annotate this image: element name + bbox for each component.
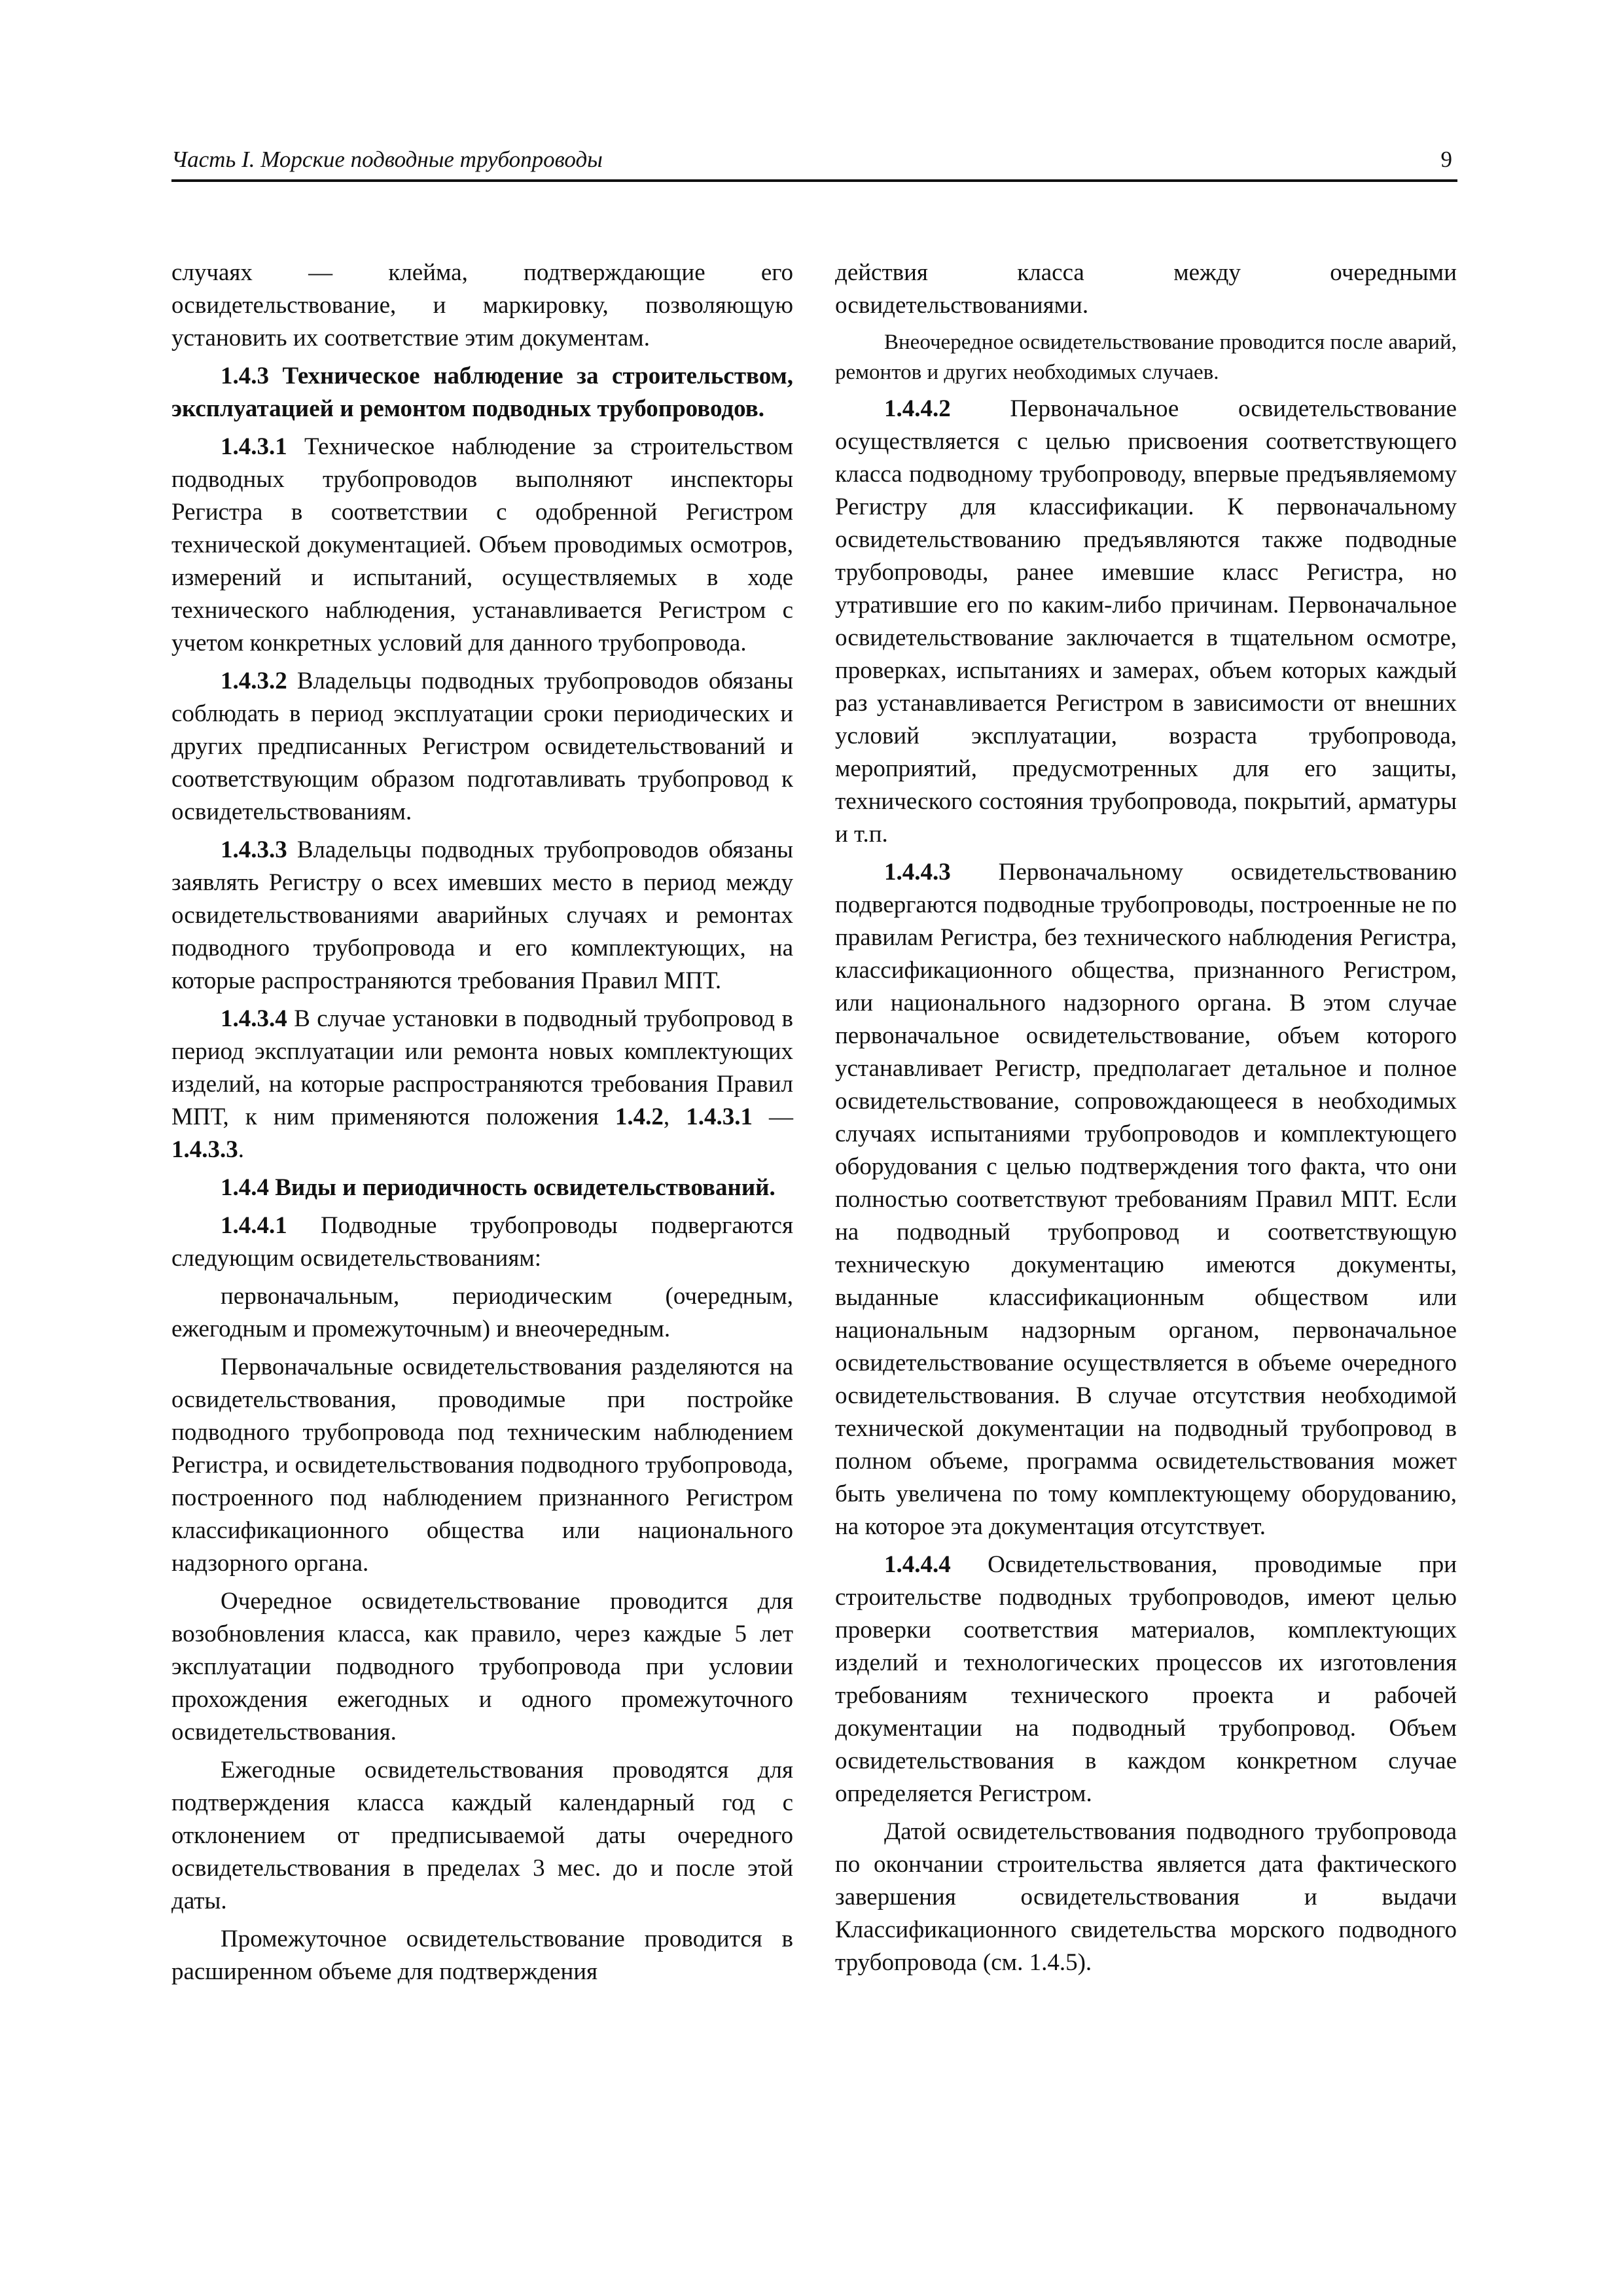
section-title: Техническое наблюдение за строительством, эксплуатацией и ремонтом подводных трубопроводов. <box>171 363 794 422</box>
clause-number: 1.4.4.1 <box>221 1212 287 1239</box>
cross-reference: 1.4.3.1 <box>686 1103 753 1130</box>
clause-number: 1.4.3.2 <box>221 668 287 694</box>
clause-number: 1.4.3.3 <box>221 836 287 863</box>
paragraph-text: Очередное освидетельствование проводится для возобновления класса, как правило, через каждые 5 лет эксплуатации подводного трубопровода при условии прохождения ежегодных и одного промежуточного освидетельствования. <box>171 1588 793 1746</box>
clause-number: 1.4.3.4 <box>221 1005 287 1032</box>
paragraph-text: Датой освидетельствования подводного трубопровода по окончании строительства является дата фактического завершения освидетельствования и выдачи Классификационного свидетельства морского подводного трубопровода (см. 1.4.5). <box>835 1818 1457 1976</box>
running-title: Часть I. Морские подводные трубопроводы <box>171 147 603 172</box>
page-number: 9 <box>1440 147 1452 172</box>
separator: , <box>663 1103 670 1130</box>
paragraph-text: Первоначальное освидетельствование осуществляется с целью присвоения соответствующего класса подводному трубопроводу, впервые предъявляемому Регистру для классификации. К первоначальному освидетельствованию предъявляются также подводные трубопроводы, ранее имевшие класс Регистра, но утратившие его по каким-либо причинам. Первоначальное освидетельствование заключается в тщательном осмотре, проверках, испытаниях и замерах, объем которых каждый раз устанавливается Регистром в зависимости от внешних условий эксплуатации, возраста трубопровода, мероприятий, предусмотренных для его защиты, технического состояния трубопровода, покрытий, арматуры и т.п. <box>835 395 1457 848</box>
paragraph-text: В случае установки в подводный трубопровод в период эксплуатации или ремонта новых комплектующих изделий, на которые распространяются требования Правил МПТ, к ним применяются положения <box>171 1005 794 1130</box>
separator: — <box>769 1103 794 1130</box>
clause-number: 1.4.4.3 <box>884 859 951 886</box>
clause-number: 1.4.3.1 <box>221 433 287 460</box>
cross-reference: 1.4.3.3 <box>171 1136 238 1163</box>
paragraph-text: случаях — клейма, подтверждающие его освидетельствование, и маркировку, позволяющую установить их соответствие этим документам. <box>171 259 793 351</box>
paragraph <box>835 1549 1457 1810</box>
paragraph <box>171 431 793 660</box>
left-column <box>171 257 793 1994</box>
cross-reference: 1.4.2 <box>615 1103 664 1130</box>
paragraph-text: Первоначальные освидетельствования разделяются на освидетельствования, проводимые при постройке подводного трубопровода под техническим наблюдением Регистра, и освидетельствования подводного трубопровода, построенного под наблюдением признанного Регистром классификационного общества или национального надзорного органа. <box>171 1354 793 1577</box>
paragraph <box>835 393 1457 851</box>
paragraph <box>171 665 793 829</box>
right-column <box>835 257 1457 1984</box>
page-header <box>171 145 1457 182</box>
paragraph <box>171 1003 793 1166</box>
paragraph <box>835 327 1457 387</box>
paragraph <box>171 834 793 997</box>
paragraph-text: Владельцы подводных трубопроводов обязаны заявлять Регистру о всех имевших место в период между освидетельствованиями аварийных случаях и ремонтах подводного трубопровода и его комплектующих, на которые распространяются требования Правил МПТ. <box>171 836 793 994</box>
sentence-end: . <box>238 1136 244 1163</box>
paragraph-text: Освидетельствования, проводимые при строительстве подводных трубопроводов, имеют целью проверки соответствия материалов, комплектующих изделий и технологических процессов их изготовления требованиям технического проекта и рабочей документации на подводный трубопровод. Объем освидетельствования в каждом конкретном случае определяется Регистром. <box>835 1551 1457 1807</box>
clause-number: 1.4.4.4 <box>884 1551 951 1578</box>
section-title: Виды и периодичность освидетельствований. <box>275 1174 776 1201</box>
paragraph-text: Владельцы подводных трубопроводов обязаны соблюдать в период эксплуатации сроки периодических и других предписанных Регистром освидетельствований и соответствующим образом подготавливать трубопровод к освидетельствованиям. <box>171 668 793 825</box>
section-heading <box>171 1172 793 1204</box>
paragraph <box>171 1923 793 1988</box>
paragraph-text: Внеочередное освидетельствование проводится после аварий, ремонтов и других необходимых случаев. <box>835 331 1457 384</box>
paragraph-text: действия класса между очередными освидетельствованиями. <box>835 259 1457 319</box>
paragraph <box>171 1351 793 1580</box>
section-heading <box>171 360 793 425</box>
paragraph <box>835 257 1457 322</box>
paragraph-text: Техническое наблюдение за строительством подводных трубопроводов выполняют инспекторы Регистра в соответствии с одобренной Регистром технической документацией. Объем проводимых осмотров, измерений и испытаний, осуществляемых в ходе технического наблюдения, устанавливается Регистром с учетом конкретных условий для данного трубопровода. <box>171 433 794 656</box>
paragraph-text: Первоначальному освидетельствованию подвергаются подводные трубопроводы, построенные не по правилам Регистра, без технического наблюдения Регистра, классификационного общества, признанного Регистром, или национального надзорного органа. В этом случае первоначальное освидетельствование, объем которого устанавливает Регистр, предполагает детальное и полное освидетельствование, сопровождающееся в необходимых случаях испытаниями трубопроводов и комплектующего оборудования с целью подтверждения того факта, что они полностью соответствуют требованиям Правил МПТ. Если на подводный трубопровод и соответствующую техническую документацию имеются документы, выданные классификационным обществом или национальным надзорным органом, первоначальное освидетельствование осуществляется в объеме очередного освидетельствования. В случае отсутствия необходимой технической документации на подводный трубопровод в полном объеме, программа освидетельствования может быть увеличена по тому комплектующему оборудованию, на которое эта документация отсутствует. <box>835 859 1457 1540</box>
section-number: 1.4.4 <box>221 1174 269 1201</box>
paragraph <box>171 257 793 355</box>
paragraph <box>835 856 1457 1543</box>
clause-number: 1.4.4.2 <box>884 395 951 422</box>
paragraph-text: Подводные трубопроводы подвергаются следующим освидетельствованиям: <box>171 1212 793 1272</box>
paragraph <box>171 1210 793 1275</box>
paragraph <box>171 1280 793 1346</box>
paragraph <box>835 1816 1457 1979</box>
paragraph-text: первоначальным, периодическим (очередным, ежегодным и промежуточным) и внеочередным. <box>171 1283 793 1342</box>
section-number: 1.4.3 <box>221 363 269 389</box>
paragraph <box>171 1754 793 1918</box>
paragraph <box>171 1585 793 1749</box>
paragraph-text: Промежуточное освидетельствование проводится в расширенном объеме для подтверждения <box>171 1926 793 1985</box>
paragraph-text: Ежегодные освидетельствования проводятся для подтверждения класса каждый календарный год с отклонением от предписываемой даты очередного освидетельствования в пределах 3 мес. до и после этой даты. <box>171 1757 793 1914</box>
